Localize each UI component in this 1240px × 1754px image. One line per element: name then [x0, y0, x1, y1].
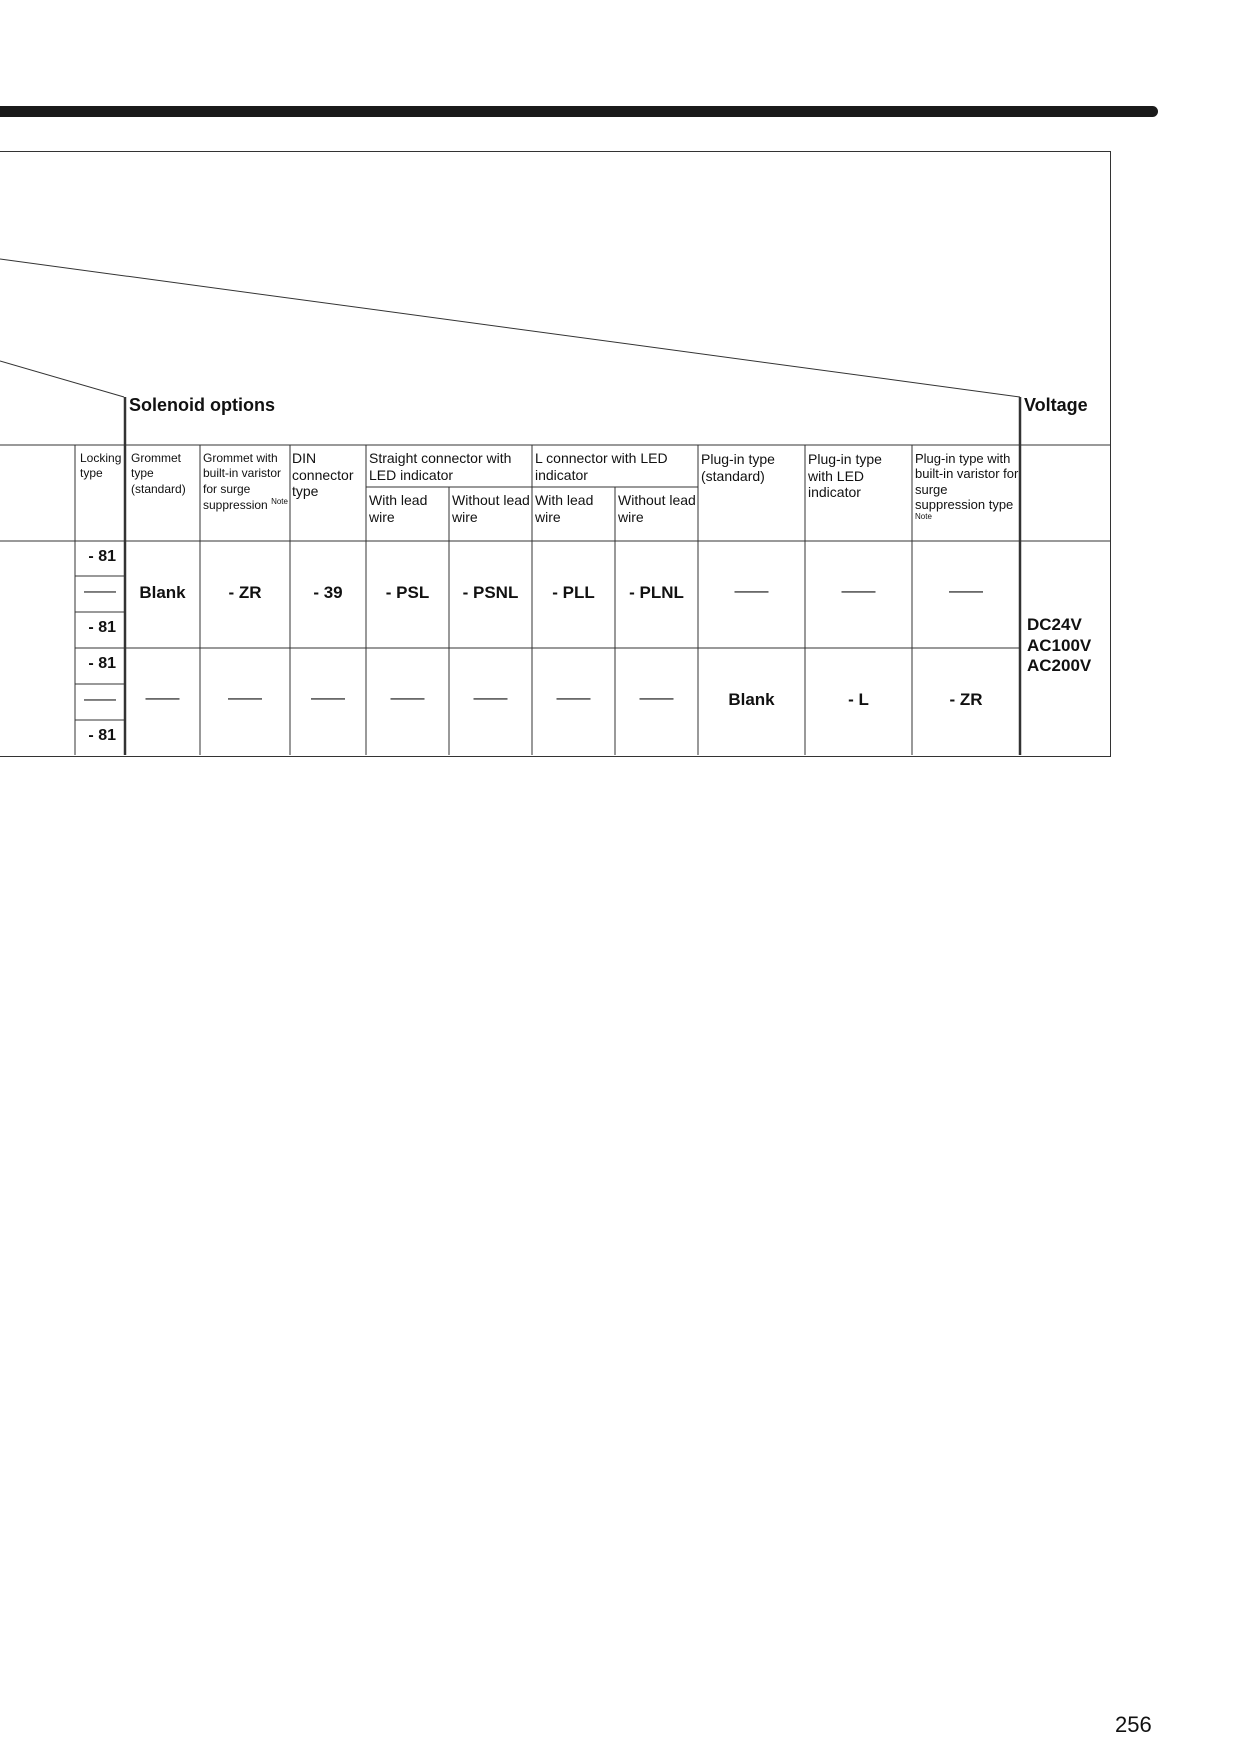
locking-value-6: - 81 — [88, 727, 116, 744]
plugin-type-header: Plug-in type (standard) — [701, 451, 775, 484]
l-with-lead-header: With lead wire — [535, 492, 594, 525]
row2-l-with: —— — [556, 688, 591, 707]
l-connector-header: L connector with LED indicator — [535, 450, 668, 483]
voltage-values — [1027, 615, 1091, 677]
row2-din: —— — [311, 688, 345, 707]
locking-value-2: —— — [84, 583, 116, 600]
straight-with-lead-header: With lead wire — [369, 492, 428, 525]
row2-straight-without: —— — [473, 688, 508, 707]
locking-type-header: Locking type — [80, 451, 122, 481]
locking-value-1: - 81 — [88, 548, 116, 565]
row1-din: - 39 — [313, 583, 343, 602]
row1-plugin: —— — [734, 581, 769, 600]
row1-plugin-varistor: —— — [949, 581, 983, 600]
row2-grommet: —— — [145, 688, 180, 707]
row2-grommet-varistor: —— — [228, 688, 262, 707]
row2-plugin-varistor: - ZR — [949, 690, 983, 709]
locking-value-3: - 81 — [88, 619, 116, 636]
row1-l-with: - PLL — [552, 583, 595, 602]
solenoid-options-heading: Solenoid options — [129, 395, 275, 415]
row2-plugin-led: - L — [848, 690, 869, 709]
row2-plugin: Blank — [728, 690, 775, 709]
plugin-led-header: Plug-in type with LED indicator — [808, 451, 882, 501]
voltage-ac200: AC200V — [1027, 656, 1092, 676]
l-without-lead-header: Without lead wire — [618, 492, 696, 525]
locking-value-4: - 81 — [88, 655, 116, 672]
row1-grommet: Blank — [139, 583, 186, 602]
din-connector-header: DIN connector type — [292, 450, 354, 500]
row1-l-without: - PLNL — [629, 583, 684, 602]
row2-l-without: —— — [639, 688, 674, 707]
row1-straight-with: - PSL — [385, 583, 430, 602]
row1-straight-without: - PSNL — [462, 583, 519, 602]
grommet-type-header: Grommet type (standard) — [131, 451, 186, 496]
straight-without-lead-header: Without lead wire — [452, 492, 530, 525]
row1-plugin-led: —— — [841, 581, 876, 600]
grommet-varistor-header: Grommet with built-in varistor for surge suppression $^{Note}$ — [203, 451, 288, 513]
voltage-heading: Voltage — [1024, 395, 1088, 415]
row1-grommet-varistor: - ZR — [228, 583, 262, 602]
plugin-varistor-header: Plug-in type with built-in varistor for surge suppression type $^{Note}$ — [915, 451, 1019, 522]
page-number: 256 — [1115, 1712, 1152, 1737]
voltage-dc24: DC24V — [1027, 615, 1082, 634]
locking-value-5: —— — [84, 691, 116, 708]
row2-straight-with: —— — [390, 688, 425, 707]
straight-connector-header: Straight connector with LED indicator — [369, 450, 512, 483]
voltage-ac100: AC100V — [1027, 635, 1092, 655]
